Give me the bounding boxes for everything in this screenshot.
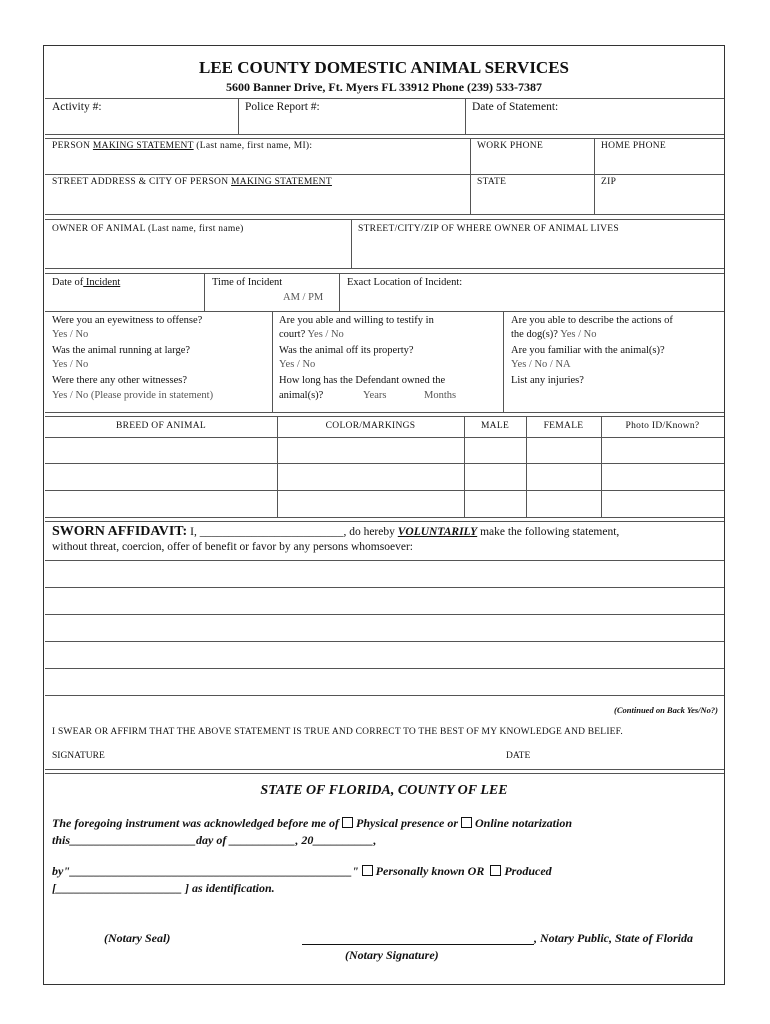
a-testify[interactable]: Yes / No [307, 329, 344, 340]
police-report-field[interactable]: Police Report #: [245, 101, 320, 113]
notary-heading: STATE OF FLORIDA, COUNTY OF LEE [260, 783, 508, 798]
form-title: LEE COUNTY DOMESTIC ANIMAL SERVICES [198, 58, 569, 77]
agency-address: 5600 Banner Drive, Ft. Myers FL 33912 Phone (239) 533-7387 [225, 80, 543, 94]
q-running-at-large: Was the animal running at large? [52, 345, 191, 356]
notary-date-line[interactable]: this_____________________day of ___________, 20__________, [52, 833, 377, 847]
affidavit-line1: SWORN AFFIDAVIT: I, _________________________, do hereby VOLUNTARILY make the following statement, [52, 524, 620, 539]
zip-field[interactable]: ZIP [601, 177, 617, 187]
activity-field[interactable]: Activity #: [52, 101, 102, 113]
produced-checkbox[interactable] [490, 865, 501, 876]
notary-seal: (Notary Seal) [104, 931, 171, 945]
q-testify: Are you able and willing to testify in [279, 315, 434, 326]
q-familiar: Are you familiar with the animal(s)? [511, 345, 665, 356]
q-how-long-owned-line2: animal(s)? [279, 390, 324, 401]
owner-address-field[interactable]: STREET/CITY/ZIP OF WHERE OWNER OF ANIMAL LIVES [358, 224, 619, 234]
a-other-witnesses[interactable]: Yes / No (Please provide in statement) [52, 390, 214, 401]
exact-location-field[interactable]: Exact Location of Incident: [347, 277, 463, 288]
identification-field[interactable]: [_____________________ ] as identification. [52, 881, 275, 895]
online-notarization-checkbox[interactable] [461, 817, 472, 828]
q-injuries[interactable]: List any injuries? [511, 375, 584, 386]
q-off-property: Was the animal off its property? [279, 345, 414, 356]
a-describe[interactable]: Yes / No [560, 329, 597, 340]
signature-field[interactable]: SIGNATURE [52, 751, 105, 761]
swear-statement: I SWEAR OR AFFIRM THAT THE ABOVE STATEMENT IS TRUE AND CORRECT TO THE BEST OF MY KNOWLEDGE AND BELIEF. [52, 727, 623, 737]
q-how-long-owned: How long has the Defendant owned the [279, 375, 446, 386]
work-phone-field[interactable]: WORK PHONE [477, 141, 544, 151]
photo-id-header: Photo ID/Known? [625, 421, 700, 431]
physical-presence-checkbox[interactable] [342, 817, 353, 828]
a-running-at-large[interactable]: Yes / No [52, 359, 89, 370]
date-of-incident-field[interactable]: Date of Incident [52, 277, 121, 288]
statement-lines[interactable] [45, 562, 724, 694]
state-field[interactable]: STATE [477, 177, 507, 187]
female-header: FEMALE [543, 421, 584, 431]
continued-on-back[interactable]: (Continued on Back Yes/No?) [614, 705, 718, 715]
home-phone-field[interactable]: HOME PHONE [601, 141, 667, 151]
color-markings-header: COLOR/MARKINGS [325, 421, 416, 431]
time-of-incident-field[interactable]: Time of Incident [212, 277, 283, 288]
personally-known-checkbox[interactable] [362, 865, 373, 876]
affidavit-line2: without threat, coercion, offer of benefit or favor by any persons whomsoever: [52, 541, 413, 553]
notary-signature-field[interactable]: (Notary Signature) [345, 948, 439, 962]
years-field[interactable]: Years [363, 390, 387, 401]
date-of-statement-field[interactable]: Date of Statement: [472, 101, 559, 113]
male-header: MALE [480, 421, 510, 431]
a-off-property[interactable]: Yes / No [279, 359, 316, 370]
am-pm-option[interactable]: AM / PM [283, 292, 324, 303]
owner-of-animal-field[interactable]: OWNER OF ANIMAL (Last name, first name) [52, 224, 244, 234]
q-testify-line2: court? Yes / No [279, 329, 344, 340]
notary-by-line: by"_______________________________________________" Personally known OR Produced [52, 864, 552, 878]
a-eyewitness[interactable]: Yes / No [52, 329, 89, 340]
q-other-witnesses: Were there any other witnesses? [52, 375, 188, 386]
q-describe-line2: the dog(s)? Yes / No [511, 329, 597, 340]
by-field[interactable]: by"_______________________________________________" [52, 864, 359, 878]
q-describe: Are you able to describe the actions of [511, 315, 673, 326]
street-address-field[interactable]: STREET ADDRESS & CITY OF PERSON MAKING STATEMENT [52, 177, 332, 187]
a-familiar[interactable]: Yes / No / NA [511, 359, 571, 370]
person-making-statement-field[interactable]: PERSON MAKING STATEMENT (Last name, first name, MI): [52, 141, 313, 151]
affidavit-heading: SWORN AFFIDAVIT: [52, 524, 188, 539]
months-field[interactable]: Months [424, 390, 457, 401]
q-eyewitness: Were you an eyewitness to offense? [52, 315, 203, 326]
breed-header: BREED OF ANIMAL [115, 421, 206, 431]
notary-public-label: , Notary Public, State of Florida [534, 931, 693, 945]
notary-line1: The foregoing instrument was acknowledged before me of Physical presence or Online notarization [52, 816, 573, 830]
date-field[interactable]: DATE [506, 751, 531, 761]
